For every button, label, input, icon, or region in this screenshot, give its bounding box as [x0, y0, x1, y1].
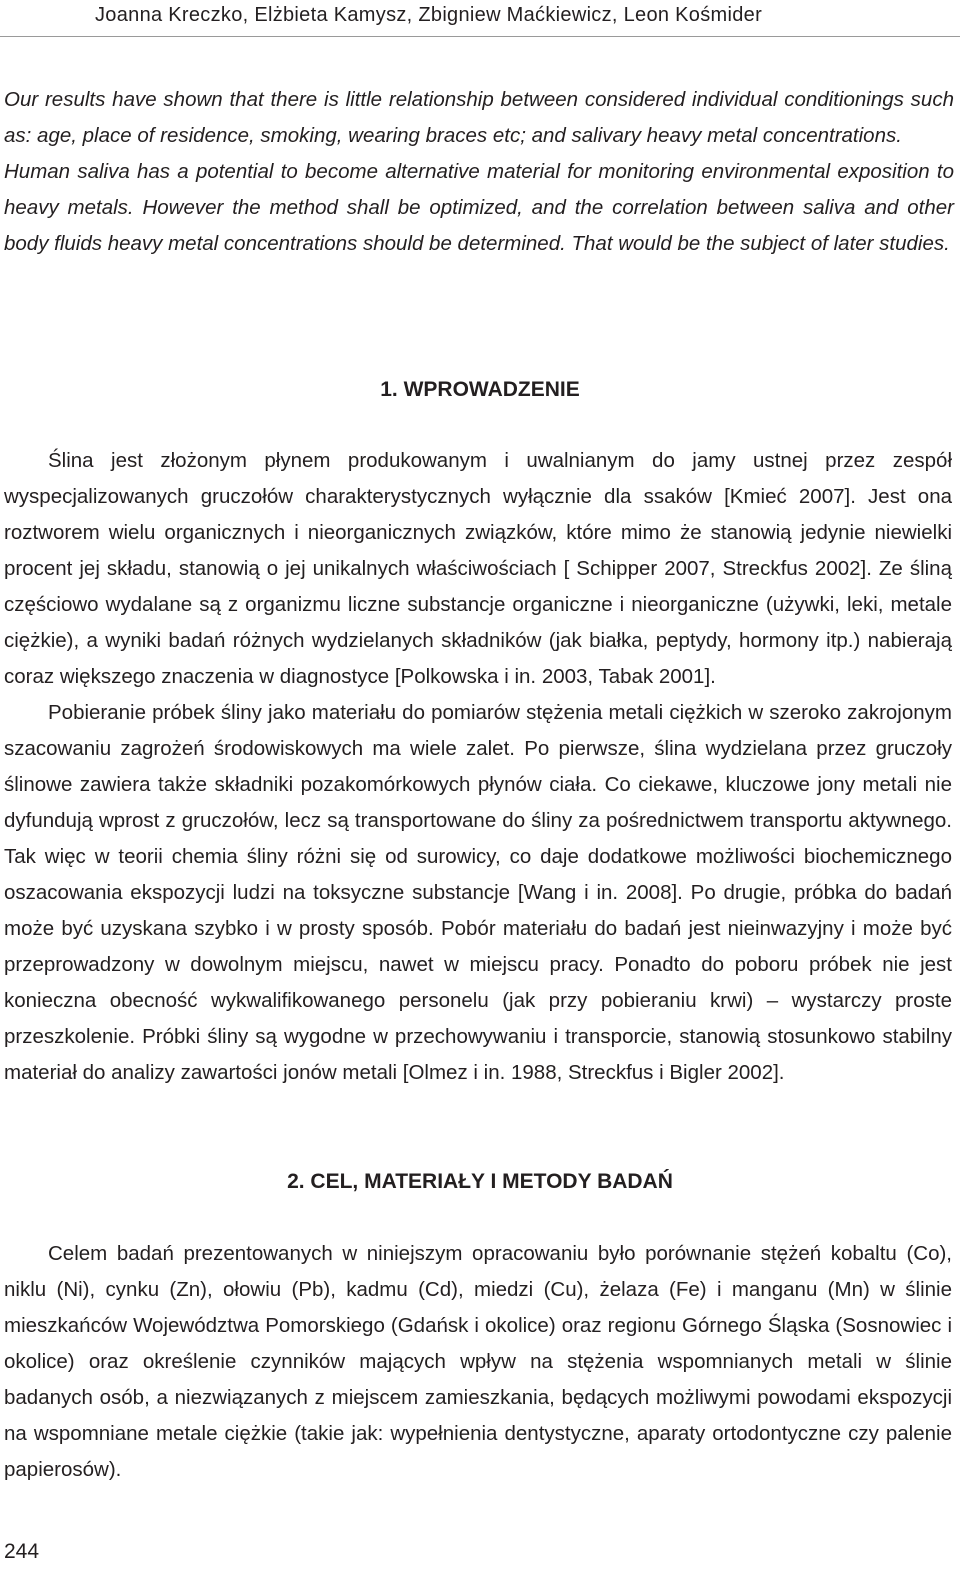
body-paragraph: Pobieranie próbek śliny jako materiału do pomiarów stężenia metali ciężkich w szeroko zakrojonym szacowaniu zagrożeń środowiskowych ma wiele zalet. Po pierwsze, ślina wydzielana przez gruczoły ślinowe zawiera także składniki pozakomórkowych płynów ciała. Co ciekawe, kluczowe jony metali nie dyfundują wprost z gruczołów, lecz są transportowane do śliny za pośrednictwem transportu aktywnego. Tak więc w teorii chemia śliny różni się od surowicy, co daje dodatkowe możliwości biochemicznego oszacowania ekspozycji ludzi na toksyczne substancje [Wang i in. 2008]. Po drugie, próbka do badań może być uzyskana szybko i w prosty sposób. Pobór materiału do badań jest nieinwazyjny i może być przeprowadzony w dowolnym miejscu, nawet w miejscu pracy. Ponadto do poboru próbek nie jest konieczna obecność wykwalifikowanego personelu (jak przy pobieraniu krwi) – wystarczy proste przeszkolenie. Próbki śliny są wygodne w przechowywaniu i transporcie, stanowią stosunkowo stabilny materiał do analizy zawartości jonów metali [Olmez i in. 1988, Streckfus i Bigler 2002].: [4, 701, 952, 1084]
body-paragraph: Celem badań prezentowanych w niniejszym opracowaniu było porównanie stężeń kobaltu (Co), niklu (Ni), cynku (Zn), ołowiu (Pb), kadmu (Cd), miedzi (Cu), żelaza (Fe) i manganu (Mn) w ślinie mieszkańców Województwa Pomorskiego (Gdańsk i okolice) oraz regionu Górnego Śląska (Sosnowiec i okolice) oraz określenie czynników mających wpływ na stężenia wspomnianych metali w ślinie badanych osób, a niezwiązanych z miejscem zamieszkania, będących możliwymi powodami ekspozycji na wspomniane metale ciężkie (takie jak: wypełnienia dentystyczne, aparaty ortodontyczne czy palenie papierosów).: [4, 1242, 952, 1481]
abstract-block: [4, 82, 954, 262]
section-heading-methods: 2. CEL, MATERIAŁY I METODY BADAŃ: [287, 1170, 673, 1193]
page-number: 244: [4, 1540, 40, 1563]
body-paragraph: Ślina jest złożonym płynem produkowanym i uwalnianym do jamy ustnej przez zespół wyspecjalizowanych gruczołów charakterystycznych wyłącznie dla ssaków [Kmieć 2007]. Jest ona roztworem wielu organicznych i nieorganicznych związków, które mimo że stanowią jedynie niewielki procent jej składu, stanowią o jej unikalnych właściwościach [ Schipper 2007, Streckfus 2002]. Ze śliną częściowo wydalane są z organizmu liczne substancje organiczne i nieorganiczne (używki, leki, metale ciężkie), a wyniki badań różnych wydzielanych składników (jak białka, peptydy, hormony itp.) nabierają coraz większego znaczenia w diagnostyce [Polkowska i in. 2003, Tabak 2001].: [4, 449, 952, 688]
section-body-methods: [4, 1236, 952, 1488]
abstract-paragraph: Human saliva has a potential to become alternative material for monitoring environmental exposition to heavy metals. However the method shall be optimized, and the correlation between saliva and other body fluids heavy metal concentrations should be determined. That would be the subject of later studies.: [4, 160, 954, 255]
abstract-paragraph: Our results have shown that there is little relationship between considered individual conditionings such as: age, place of residence, smoking, wearing braces etc; and salivary heavy metal concentrations.: [4, 88, 954, 147]
header-authors: Joanna Kreczko, Elżbieta Kamysz, Zbigniew Maćkiewicz, Leon Kośmider: [95, 4, 763, 26]
section-heading-introduction: 1. WPROWADZENIE: [380, 378, 580, 401]
section-body-introduction: [4, 443, 952, 1091]
running-header: [0, 0, 960, 37]
